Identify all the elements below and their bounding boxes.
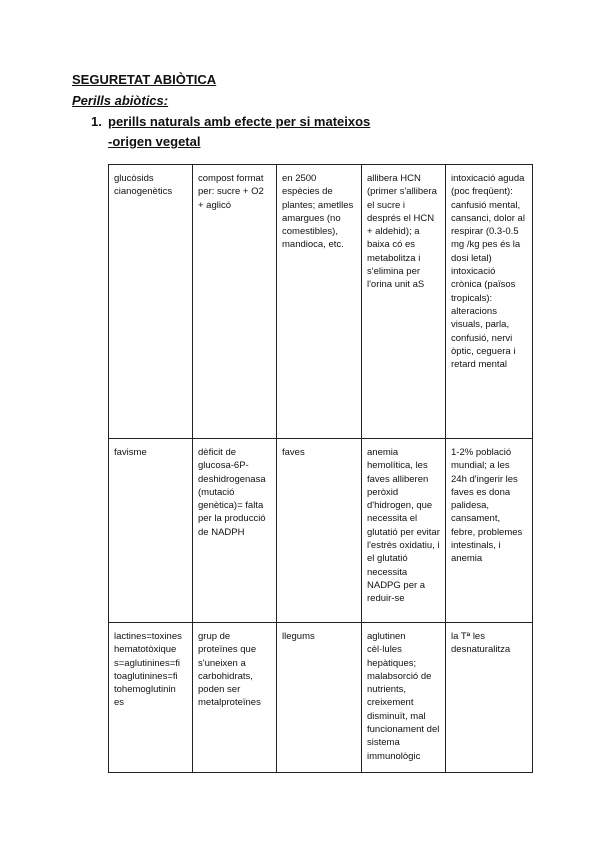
section-subtitle: Perills abiòtics: bbox=[72, 93, 169, 108]
table-cell: llegums bbox=[277, 623, 362, 773]
table-cell: intoxicació aguda (poc freqüent): canfusió mental, cansanci, dolor al respirar (0.3-0.5 mg /kg pes és la dosi letal) intoxicació crònica (països tropicals): alteracions visuals, parla, confusió, nervi òptic, ceguera i retard mental bbox=[446, 165, 533, 439]
table-row bbox=[109, 439, 533, 623]
table-row bbox=[109, 623, 533, 773]
table-row bbox=[109, 165, 533, 439]
table-cell: la Tª les desnaturalitza bbox=[446, 623, 533, 773]
table-cell: dèficit de glucosa-6P-deshidrogenasa (mutació genètica)= falta per la producció de NADPH bbox=[193, 439, 277, 623]
heading-text: perills naturals amb efecte per si mateixos bbox=[108, 114, 371, 129]
hazards-table bbox=[108, 164, 533, 773]
origin-heading: -origen vegetal bbox=[108, 134, 201, 149]
heading-number: 1. bbox=[91, 114, 102, 129]
table-cell: allibera HCN (primer s'allibera el sucre i després el HCN + aldehid); a baixa có es metabolitza i s'elimina per l'orina unit aS bbox=[362, 165, 446, 439]
table-cell: aglutinen cèl·lules hepàtiques; malabsorció de nutrients, creixement disminuït, mal funcionament del sistema immunològic bbox=[362, 623, 446, 773]
table-cell: en 2500 espècies de plantes; ametlles amargues (no comestibles), mandioca, etc. bbox=[277, 165, 362, 439]
table-cell: lactines=toxines hematotòxique s=aglutinines=fi toaglutinines=fi tohemoglutinin es bbox=[109, 623, 193, 773]
table-cell: faves bbox=[277, 439, 362, 623]
numbered-heading bbox=[91, 114, 370, 129]
table-cell: glucòsids cianogenètics bbox=[109, 165, 193, 439]
table-cell: anemia hemolítica, les faves alliberen peròxid d'hidrogen, que necessita el glutatió per evitar l'estrès oxidatiu, i el glutatió necessita NADPG per a reduir-se bbox=[362, 439, 446, 623]
table-cell: compost format per: sucre + O2 + aglicó bbox=[193, 165, 277, 439]
table-cell: grup de proteïnes que s'uneixen a carbohidrats, poden ser metalproteïnes bbox=[193, 623, 277, 773]
page-title: SEGURETAT ABIÒTICA bbox=[72, 72, 217, 87]
table-cell: 1-2% població mundial; a les 24h d'ingerir les faves es dona palidesa, cansament, febre, problemes intestinals, i anemia bbox=[446, 439, 533, 623]
table-cell: favisme bbox=[109, 439, 193, 623]
